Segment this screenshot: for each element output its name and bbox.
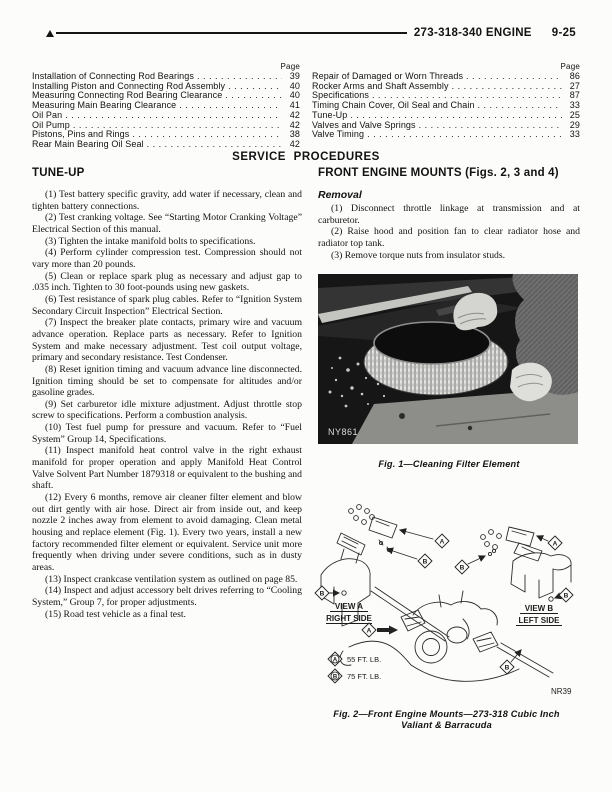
index-dot-leader bbox=[367, 130, 562, 140]
index-entry-page: 29 bbox=[569, 119, 580, 130]
leader-a-right-view bbox=[400, 530, 433, 539]
view-a-side-label: RIGHT SIDE bbox=[326, 613, 372, 623]
photo-code: NY861 bbox=[328, 427, 359, 438]
index-dot-leader bbox=[132, 130, 282, 140]
svg-text:B: B bbox=[332, 674, 338, 681]
tune-up-step: (2) Test cranking voltage. See “Starting Motor Cranking Voltage” Electrical Section of this manual. bbox=[32, 212, 302, 235]
marker-b-diamond bbox=[315, 586, 329, 600]
legend-b-text: 75 FT. LB. bbox=[347, 671, 382, 681]
view-a-label: VIEW A bbox=[334, 601, 364, 611]
index-dot-leader bbox=[65, 111, 282, 121]
index-dot-leader bbox=[179, 101, 282, 111]
index-entry-page: 86 bbox=[569, 71, 580, 81]
tune-up-step: (1) Test battery specific gravity, add water if necessary, clean and tighten battery connections. bbox=[32, 189, 302, 212]
tune-up-step: (12) Every 6 months, remove air cleaner filter element and blow out dirt gently with air hose. Direct air from inside out, and keep nozzle 2 inches away from element to avoid damaging. Clean metal housing and replace element (Fig. 1). Every two years, install a new factory recommended filter element or equivalent. Service unit more frequently when driving under severe conditions, such as in dusty areas. bbox=[32, 492, 302, 573]
leader-b-right-view bbox=[387, 549, 417, 559]
index-entries-right bbox=[312, 72, 580, 140]
index-entry-page: 42 bbox=[289, 138, 300, 149]
index-entry-title: Measuring Main Bearing Clearance bbox=[32, 100, 177, 111]
page-header bbox=[32, 27, 576, 39]
removal-subheading: Removal bbox=[318, 189, 362, 201]
leader-a-left-view bbox=[537, 536, 548, 541]
diagram-code: NR39 bbox=[551, 686, 572, 696]
figure-2-caption bbox=[313, 709, 580, 732]
page-column-label: Page bbox=[560, 62, 580, 71]
index-row bbox=[32, 140, 300, 150]
tune-up-heading: TUNE-UP bbox=[32, 167, 85, 179]
index-entry-page: 27 bbox=[569, 80, 580, 91]
index-entry-page: 33 bbox=[569, 129, 580, 140]
index-row bbox=[312, 130, 580, 140]
index-entry-title: Specifications bbox=[312, 90, 369, 101]
removal-steps bbox=[318, 203, 580, 261]
index-entry-page: 87 bbox=[569, 90, 580, 101]
page-column-label: Page bbox=[280, 62, 300, 71]
index-column-left bbox=[32, 62, 300, 150]
tune-up-step: (11) Inspect manifold heat control valve in the right exhaust manifold for proper operation and apply Manifold Heat Control Valve Solvent Part Number 1879318 or equivalent to the bushing and shaft. bbox=[32, 445, 302, 492]
fender-bolt bbox=[399, 413, 405, 419]
index-entry-title: Tune-Up bbox=[312, 109, 348, 120]
svg-text:B: B bbox=[504, 664, 510, 672]
tune-up-step: (8) Reset ignition timing and vacuum advance line disconnected. Ignition timing should be set to compensate for altitudes and/or gasoline grades. bbox=[32, 363, 302, 399]
marker-a-diamond bbox=[435, 534, 449, 548]
tune-up-step: (13) Inspect crankcase ventilation system as outlined on page 85. bbox=[45, 573, 298, 585]
index-entry-title: Installing Piston and Connecting Rod Assembly bbox=[32, 80, 226, 91]
tune-up-step: (10) Test fuel pump for pressure and vacuum. Refer to “Fuel System” Group 14, Specifications. bbox=[32, 422, 302, 445]
index-entry-page: 25 bbox=[569, 109, 580, 120]
tune-up-step: (4) Perform cylinder compression test. Compression should not vary more than 20 pounds. bbox=[32, 247, 302, 270]
svg-text:A: A bbox=[439, 538, 445, 546]
index-entry-title: Oil Pump bbox=[32, 119, 70, 130]
index-entry-title: Timing Chain Cover, Oil Seal and Chain bbox=[312, 100, 475, 111]
front-engine-mounts-section bbox=[318, 167, 580, 732]
legend-a-diamond bbox=[328, 652, 342, 666]
index-entry-page: 41 bbox=[289, 100, 300, 111]
front-engine-mounts-heading: FRONT ENGINE MOUNTS (Figs. 2, 3 and 4) bbox=[318, 167, 559, 179]
right-side-mount-assembly bbox=[337, 504, 397, 562]
left-side-mount-assembly bbox=[481, 527, 542, 561]
figure-1 bbox=[318, 274, 580, 471]
index-table bbox=[32, 62, 580, 150]
view-b-label: VIEW B bbox=[524, 603, 554, 613]
legend-b-diamond bbox=[328, 669, 342, 683]
index-entry-page: 40 bbox=[289, 80, 300, 91]
index-entry-page: 33 bbox=[569, 100, 580, 111]
figure-2 bbox=[313, 499, 580, 732]
service-procedures-heading: SERVICE PROCEDURES bbox=[232, 151, 380, 163]
index-row bbox=[32, 101, 300, 111]
svg-text:B: B bbox=[563, 592, 569, 600]
tune-up-step: (9) Set carburetor idle mixture adjustment. Adjust throttle stop screw to specifications. Perform a combustion analysis. bbox=[32, 398, 302, 422]
index-entry-page: 42 bbox=[289, 119, 300, 130]
index-dot-leader bbox=[478, 101, 562, 111]
removal-step: (2) Raise hood and position fan to clear radiator hose and radiator top tank. bbox=[318, 226, 580, 249]
index-entry-title: Measuring Connecting Rod Bearing Clearance bbox=[32, 90, 223, 101]
leader-b-left-view bbox=[468, 556, 485, 564]
index-row bbox=[32, 111, 300, 121]
tune-up-step: (14) Inspect and adjust accessory belt drives referring to “Cooling System,” Group 7, for proper adjustments. bbox=[32, 585, 302, 608]
arrow-a-center bbox=[377, 625, 398, 634]
figure-1-caption: Fig. 1—Cleaning Filter Element bbox=[378, 459, 520, 470]
svg-text:B: B bbox=[422, 558, 428, 566]
index-entry-page: 40 bbox=[289, 90, 300, 101]
index-entries-left bbox=[32, 72, 300, 150]
tune-up-step: (15) Road test vehicle as a final test. bbox=[45, 608, 186, 620]
index-entry-title: Installation of Connecting Rod Bearings bbox=[32, 71, 194, 81]
svg-text:A: A bbox=[332, 657, 338, 664]
index-entry-title: Rocker Arms and Shaft Assembly bbox=[312, 80, 449, 91]
svg-text:A: A bbox=[552, 540, 558, 548]
tune-up-step: (6) Test resistance of spark plug cables. Refer to “Ignition System Secondary Circuit Inspection” Electrical Section. bbox=[32, 293, 302, 317]
fender-bolt bbox=[468, 426, 472, 430]
index-entry-page: 39 bbox=[289, 71, 300, 81]
index-entry-title: Rear Main Bearing Oil Seal bbox=[32, 138, 144, 149]
tune-up-steps bbox=[32, 189, 302, 620]
view-b-side-label: LEFT SIDE bbox=[518, 615, 560, 625]
tune-up-step: (7) Inspect the breaker plate contacts, primary wire and vacuum advance operation. Replace parts as necessary. Refer to Ignition System and make necessary adjustment. Test coil output voltage, primary and secondary resistance. Test Condenser. bbox=[32, 317, 302, 364]
marker-a-diamond bbox=[548, 536, 562, 550]
index-dot-leader bbox=[452, 82, 562, 92]
marker-b-diamond bbox=[418, 554, 432, 568]
marker-b-diamond bbox=[455, 560, 469, 574]
header-title: 273-318-340 ENGINE bbox=[413, 27, 532, 39]
index-dot-leader bbox=[419, 121, 562, 131]
leader-b-frame-bolt-left bbox=[555, 596, 560, 598]
index-entry-title: Repair of Damaged or Worn Threads bbox=[312, 71, 464, 81]
index-dot-leader bbox=[466, 72, 562, 82]
tune-up-step: (5) Clean or replace spark plug as necessary and adjust gap to .035 inch. Tighten to 30 foot-pounds using new gaskets. bbox=[32, 270, 302, 294]
torque-legend bbox=[328, 652, 381, 683]
marker-b-diamond bbox=[559, 588, 573, 602]
index-dot-leader bbox=[228, 82, 282, 92]
figure-2-caption-line2: Valiant & Barracuda bbox=[401, 720, 492, 731]
svg-text:B: B bbox=[319, 590, 325, 598]
legend-a-text: 55 FT. LB. bbox=[347, 654, 382, 664]
index-dot-leader bbox=[147, 140, 282, 150]
figure-1-photo bbox=[318, 274, 578, 444]
index-entry-title: Valves and Valve Springs bbox=[312, 119, 416, 130]
figure-2-caption-line1: Fig. 2—Front Engine Mounts—273-318 Cubic Inch bbox=[333, 708, 560, 719]
figure-2-diagram bbox=[313, 499, 585, 699]
svg-text:B: B bbox=[459, 564, 465, 572]
tune-up-section bbox=[32, 167, 302, 620]
removal-step: (3) Remove torque nuts from insulator studs. bbox=[331, 249, 506, 261]
marker-a-diamond bbox=[362, 623, 376, 637]
index-entry-title: Oil Pan bbox=[32, 109, 63, 120]
header-rule bbox=[56, 32, 407, 34]
index-row bbox=[312, 101, 580, 111]
header-page-number: 9-25 bbox=[551, 27, 576, 39]
index-dot-leader bbox=[225, 91, 282, 101]
svg-text:A: A bbox=[366, 627, 372, 635]
index-marker-triangle-icon bbox=[46, 30, 54, 37]
index-entry-title: Pistons, Pins and Rings bbox=[32, 129, 130, 140]
index-column-right bbox=[312, 62, 580, 150]
tune-up-step: (3) Tighten the intake manifold bolts to specifications. bbox=[45, 235, 256, 247]
index-entry-page: 38 bbox=[289, 129, 300, 140]
index-entry-page: 42 bbox=[289, 109, 300, 120]
index-entry-title: Valve Timing bbox=[312, 129, 365, 140]
removal-step: (1) Disconnect throttle linkage at transmission and at carburetor. bbox=[318, 203, 580, 226]
